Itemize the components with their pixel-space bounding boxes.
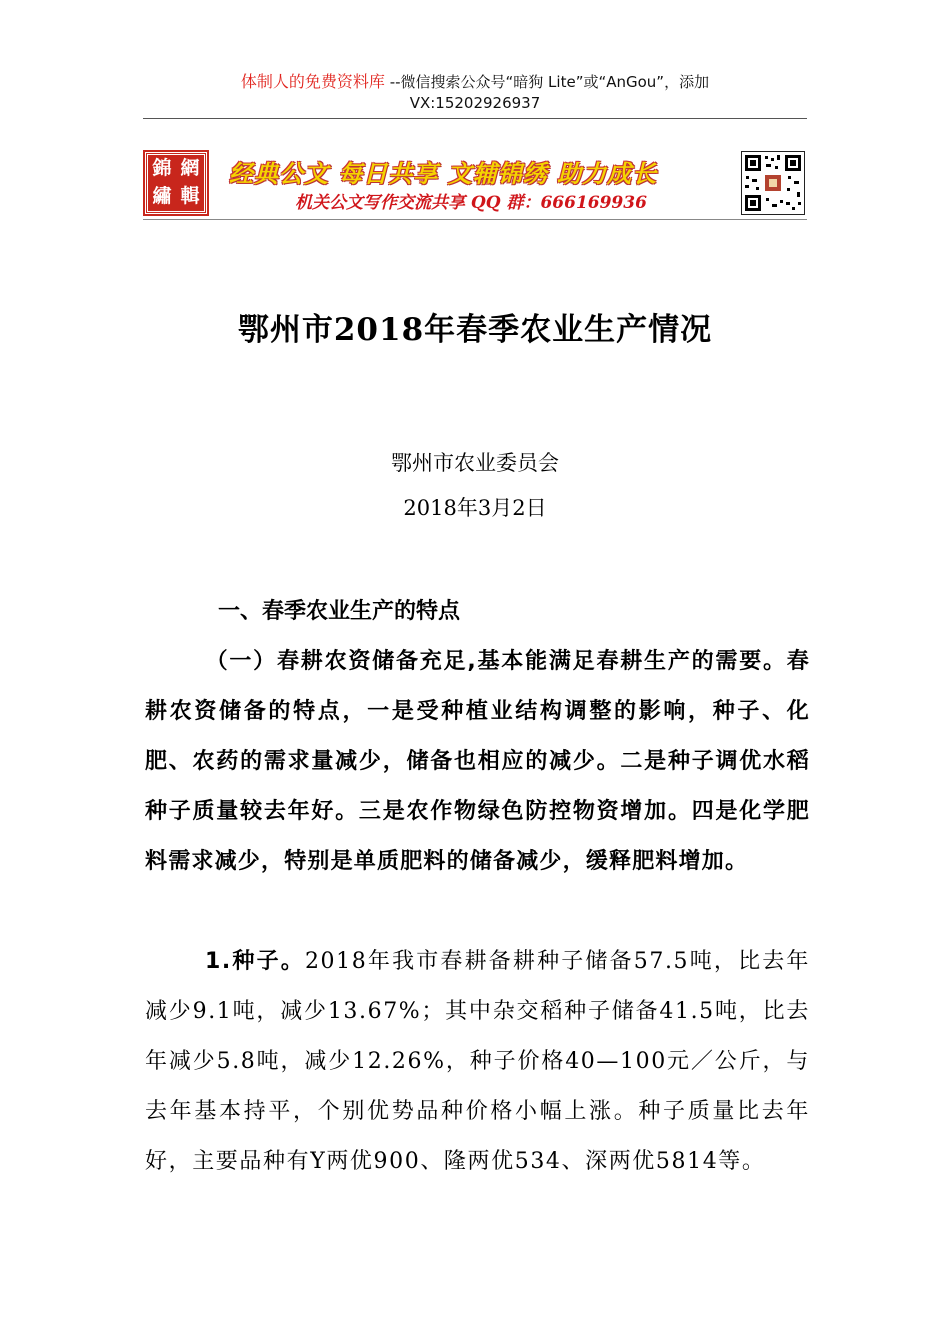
header-divider: [143, 118, 807, 119]
document-organization: 鄂州市农业委员会: [391, 451, 559, 475]
banner-qq-group: 机关公文写作交流共享 QQ 群：666169936: [295, 193, 647, 213]
seal-logo: [145, 152, 207, 214]
seal-char: 錦: [152, 157, 172, 179]
paragraph-lead: 1.种子。: [205, 949, 305, 974]
seal-char: 網: [180, 157, 200, 179]
promo-header: [140, 71, 810, 114]
paragraph-text: 2018年我市春耕备耕种子储备57.5吨，比去年减少9.1吨，减少13.67%；其中杂交稻种子储备41.5吨，比去年减少5.8吨，减少12.26%，种子价格40—100元／公斤，与去年基本持平，个别优势品种价格小幅上涨。种子质量比去年好，主要品种有Y两优900、隆两优534、深两优5814等。: [145, 949, 811, 1174]
seal-char: 輯: [180, 185, 200, 207]
banner-slogan: 经典公文 每日共享 文辅锦绣 助力成长: [229, 159, 658, 188]
paragraph-seeds: [145, 937, 810, 1187]
qr-code-icon: [741, 151, 805, 215]
promo-text: --微信搜索公众号“暗狗 Lite”或“AnGou”，添加: [384, 73, 710, 91]
seal-char: 繡: [152, 185, 172, 207]
section-heading: 一、春季农业生产的特点: [218, 599, 461, 624]
paragraph-text: （一）春耕农资储备充足,基本能满足春耕生产的需要。春耕农资储备的特点，一是受种植业结构调整的影响，种子、化肥、农药的需求量减少，储备也相应的减少。二是种子调优水稻种子质量较去年好。三是农作物绿色防控物资增加。四是化学肥料需求减少，特别是单质肥料的储备减少，缓释肥料增加。: [145, 649, 810, 874]
paragraph-reserves: [145, 637, 810, 887]
banner-divider: [143, 219, 807, 220]
promo-banner: [143, 148, 807, 220]
document-title: 鄂州市2018年春季农业生产情况: [237, 312, 713, 348]
contact-line: VX:15202926937: [409, 94, 541, 112]
document-date: 2018年3月2日: [403, 496, 547, 520]
library-label: 体制人的免费资料库: [240, 72, 385, 91]
